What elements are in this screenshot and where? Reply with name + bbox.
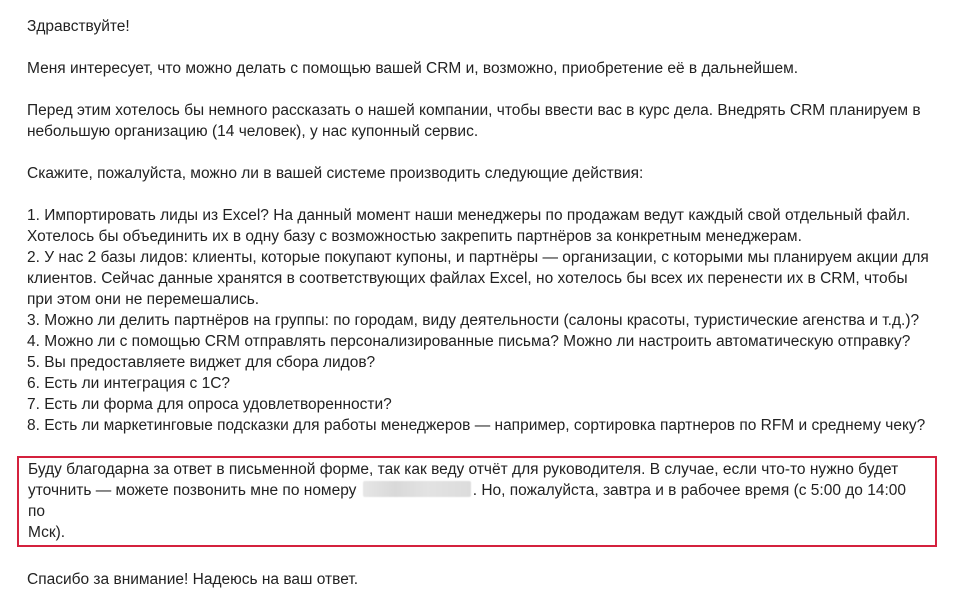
highlight-line: Буду благодарна за ответ в письменной форме, так как веду отчёт для руководителя. В случае, если что-то нужно будет — [28, 461, 899, 478]
question-item — [27, 394, 942, 415]
question-line: 6. Есть ли интеграция с 1С? — [27, 375, 231, 392]
redacted-phone-number — [363, 481, 471, 497]
company-line: небольшую организацию (14 человек), у нас купонный сервис. — [27, 123, 479, 140]
question-line: 8. Есть ли маркетинговые подсказки для работы менеджеров — например, сортировка партнеров по RFM и среднему чеку? — [27, 417, 926, 434]
intro-paragraph: Меня интересует, что можно делать с помощью вашей CRM и, возможно, приобретение её в дальнейшем. — [27, 60, 799, 77]
question-line: клиентов. Сейчас данные хранятся в соответствующих файлах Excel, но хотелось бы всех их перенести их в CRM, чтобы — [27, 270, 908, 287]
question-item — [27, 247, 942, 310]
greeting: Здравствуйте! — [27, 18, 130, 35]
company-line: Перед этим хотелось бы немного рассказать о нашей компании, чтобы ввести вас в курс дела. Внедрять CRM планируем в — [27, 102, 921, 119]
question-item — [27, 205, 942, 247]
email-body — [27, 16, 942, 590]
closing-line: Спасибо за внимание! Надеюсь на ваш ответ. — [27, 571, 359, 588]
question-line: 5. Вы предоставляете виджет для сбора лидов? — [27, 354, 376, 371]
company-paragraph — [27, 100, 942, 142]
highlighted-request-box — [17, 456, 937, 547]
question-line: 4. Можно ли с помощью CRM отправлять персонализированные письма? Можно ли настроить автоматическую отправку? — [27, 333, 911, 350]
question-item — [27, 373, 942, 394]
question-item — [27, 352, 942, 373]
highlight-text: . Но, пожалуйста, завтра и в рабочее время (с 5:00 до 14:00 по — [28, 482, 907, 520]
question-list — [27, 205, 942, 436]
question-line: 1. Импортировать лиды из Excel? На данный момент наши менеджеры по продажам ведут каждый свой отдельный файл. — [27, 207, 911, 224]
question-item — [27, 310, 942, 331]
highlight-line: Мск). — [28, 524, 66, 541]
question-item — [27, 331, 942, 352]
question-line: 2. У нас 2 базы лидов: клиенты, которые покупают купоны, и партнёры — организации, с которыми мы планируем акции для — [27, 249, 929, 266]
highlight-text: уточнить — можете позвонить мне по номеру — [28, 482, 357, 499]
question-lead: Скажите, пожалуйста, можно ли в вашей системе производить следующие действия: — [27, 165, 644, 182]
highlight-line — [28, 480, 927, 522]
question-item — [27, 415, 942, 436]
question-line: Хотелось бы объединить их в одну базу с возможностью закрепить партнёров за конкретным менеджерам. — [27, 228, 802, 245]
question-line: при этом они не перемешались. — [27, 291, 260, 308]
question-line: 7. Есть ли форма для опроса удовлетворенности? — [27, 396, 392, 413]
question-line: 3. Можно ли делить партнёров на группы: по городам, виду деятельности (салоны красоты, туристические агенства и т.д.)? — [27, 312, 920, 329]
